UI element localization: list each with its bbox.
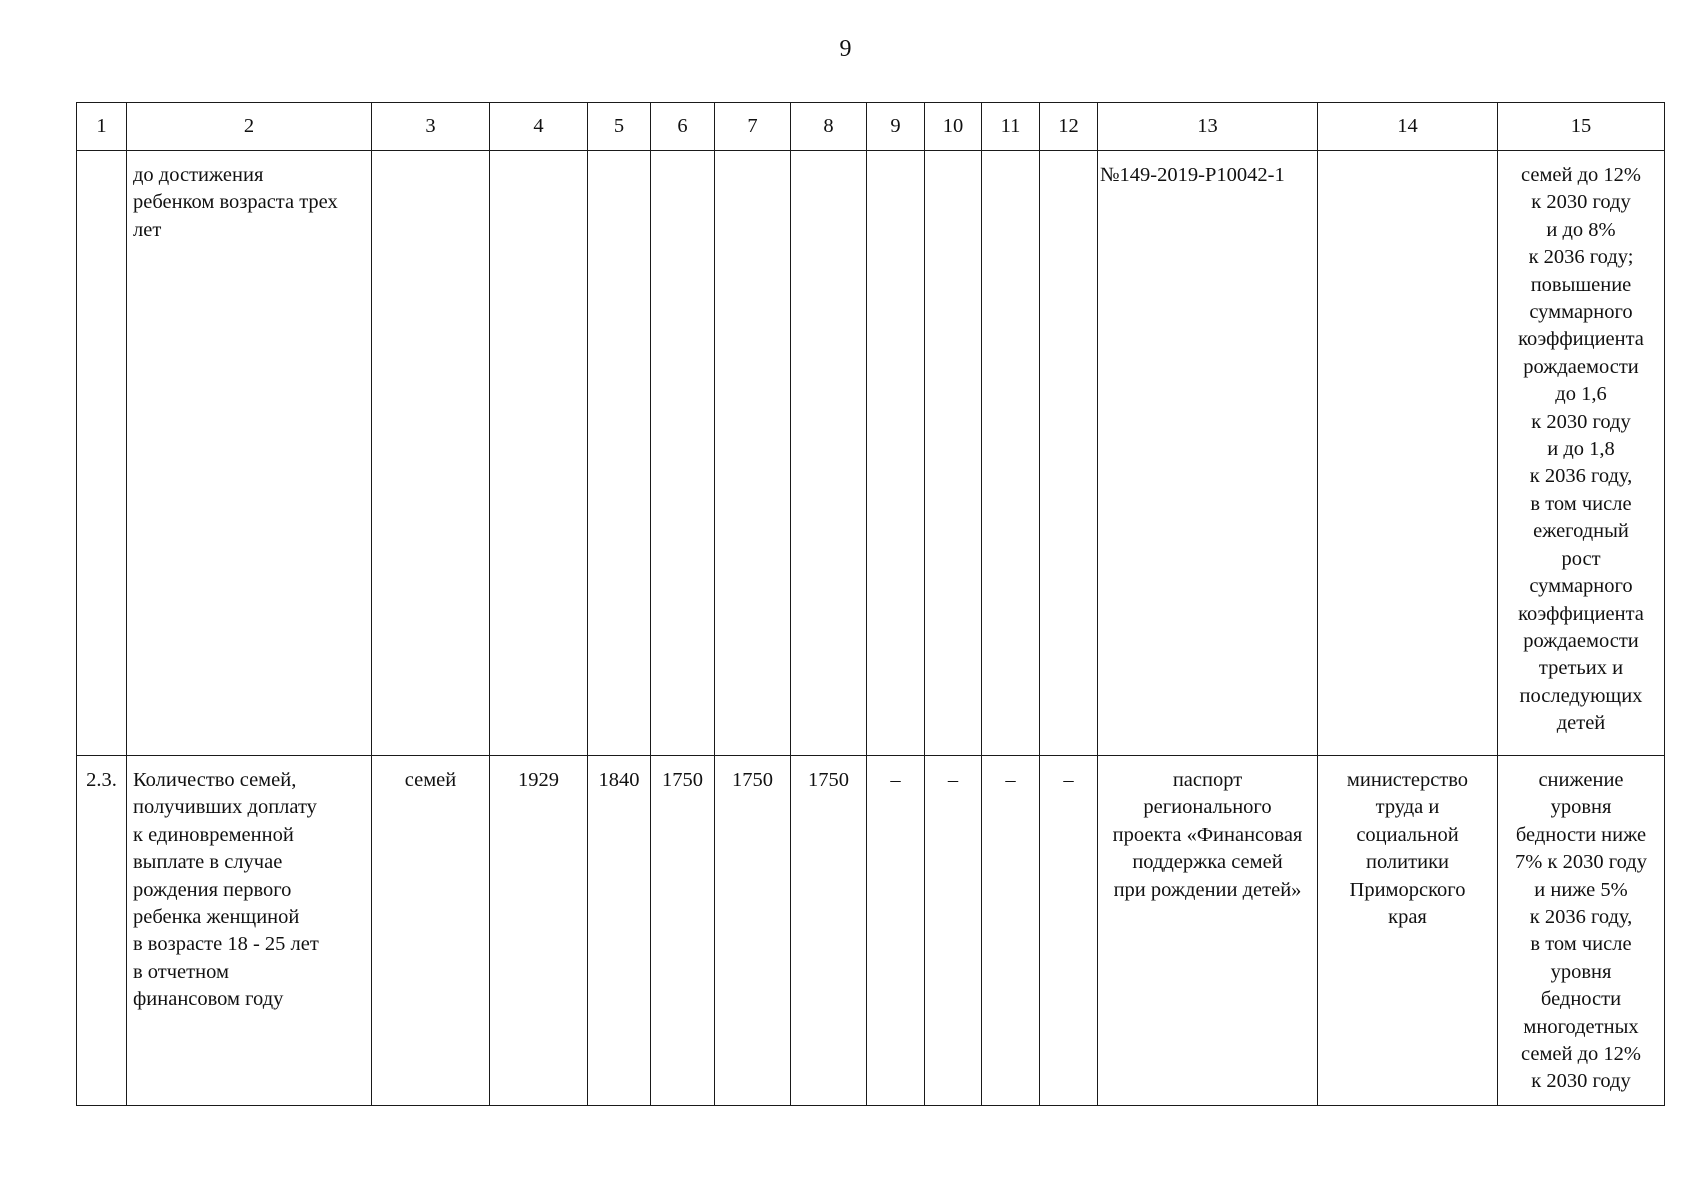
value-cell (588, 151, 651, 756)
responsible-cell: министерство труда и социальной политики Приморского края (1318, 756, 1498, 1106)
value-cell: – (867, 756, 925, 1106)
value-cell (651, 151, 715, 756)
page-number: 9 (839, 36, 852, 62)
responsible-cell (1318, 151, 1498, 756)
goal-cell: снижение уровня бедности ниже 7% к 2030 году и ниже 5% к 2036 году, в том числе уровня бедности многодетных семей до 12% к 2030 году (1498, 756, 1665, 1106)
column-header: 12 (1040, 103, 1098, 151)
indicator-name-cell: до достижения ребенком возраста трех лет (127, 151, 372, 756)
value-cell (791, 151, 867, 756)
value-cell: 1750 (791, 756, 867, 1106)
column-header: 9 (867, 103, 925, 151)
value-cell (715, 151, 791, 756)
column-header: 15 (1498, 103, 1665, 151)
column-header: 6 (651, 103, 715, 151)
column-header: 1 (77, 103, 127, 151)
column-header: 2 (127, 103, 372, 151)
value-cell: 1750 (715, 756, 791, 1106)
column-header: 8 (791, 103, 867, 151)
value-cell (490, 151, 588, 756)
column-header: 3 (372, 103, 490, 151)
source-cell: №149-2019-Р10042-1 (1098, 151, 1318, 756)
value-cell: – (982, 756, 1040, 1106)
row-number-cell (77, 151, 127, 756)
value-cell (867, 151, 925, 756)
column-header: 10 (925, 103, 982, 151)
row-number-cell: 2.3. (77, 756, 127, 1106)
value-cell: – (1040, 756, 1098, 1106)
table-row (77, 756, 1665, 1106)
unit-cell (372, 151, 490, 756)
table-row (77, 151, 1665, 756)
column-header: 7 (715, 103, 791, 151)
column-header: 11 (982, 103, 1040, 151)
value-cell: – (925, 756, 982, 1106)
value-cell (925, 151, 982, 756)
value-cell (982, 151, 1040, 756)
value-cell (1040, 151, 1098, 756)
table-header-row (77, 103, 1665, 151)
value-cell: 1840 (588, 756, 651, 1106)
unit-cell: семей (372, 756, 490, 1106)
source-cell: паспорт регионального проекта «Финансовая поддержка семей при рождении детей» (1098, 756, 1318, 1106)
value-cell: 1929 (490, 756, 588, 1106)
column-header: 13 (1098, 103, 1318, 151)
indicator-name-cell: Количество семей, получивших доплату к единовременной выплате в случае рождения первого ребенка женщиной в возрасте 18 - 25 лет в отчетном финансовом году (127, 756, 372, 1106)
goal-cell: семей до 12% к 2030 году и до 8% к 2036 году; повышение суммарного коэффициента рождаемости до 1,6 к 2030 году и до 1,8 к 2036 году, в том числе ежегодный рост суммарного коэффициента рождаемости третьих и последующих детей (1498, 151, 1665, 756)
value-cell: 1750 (651, 756, 715, 1106)
column-header: 5 (588, 103, 651, 151)
indicators-table (76, 102, 1665, 1106)
column-header: 4 (490, 103, 588, 151)
column-header: 14 (1318, 103, 1498, 151)
